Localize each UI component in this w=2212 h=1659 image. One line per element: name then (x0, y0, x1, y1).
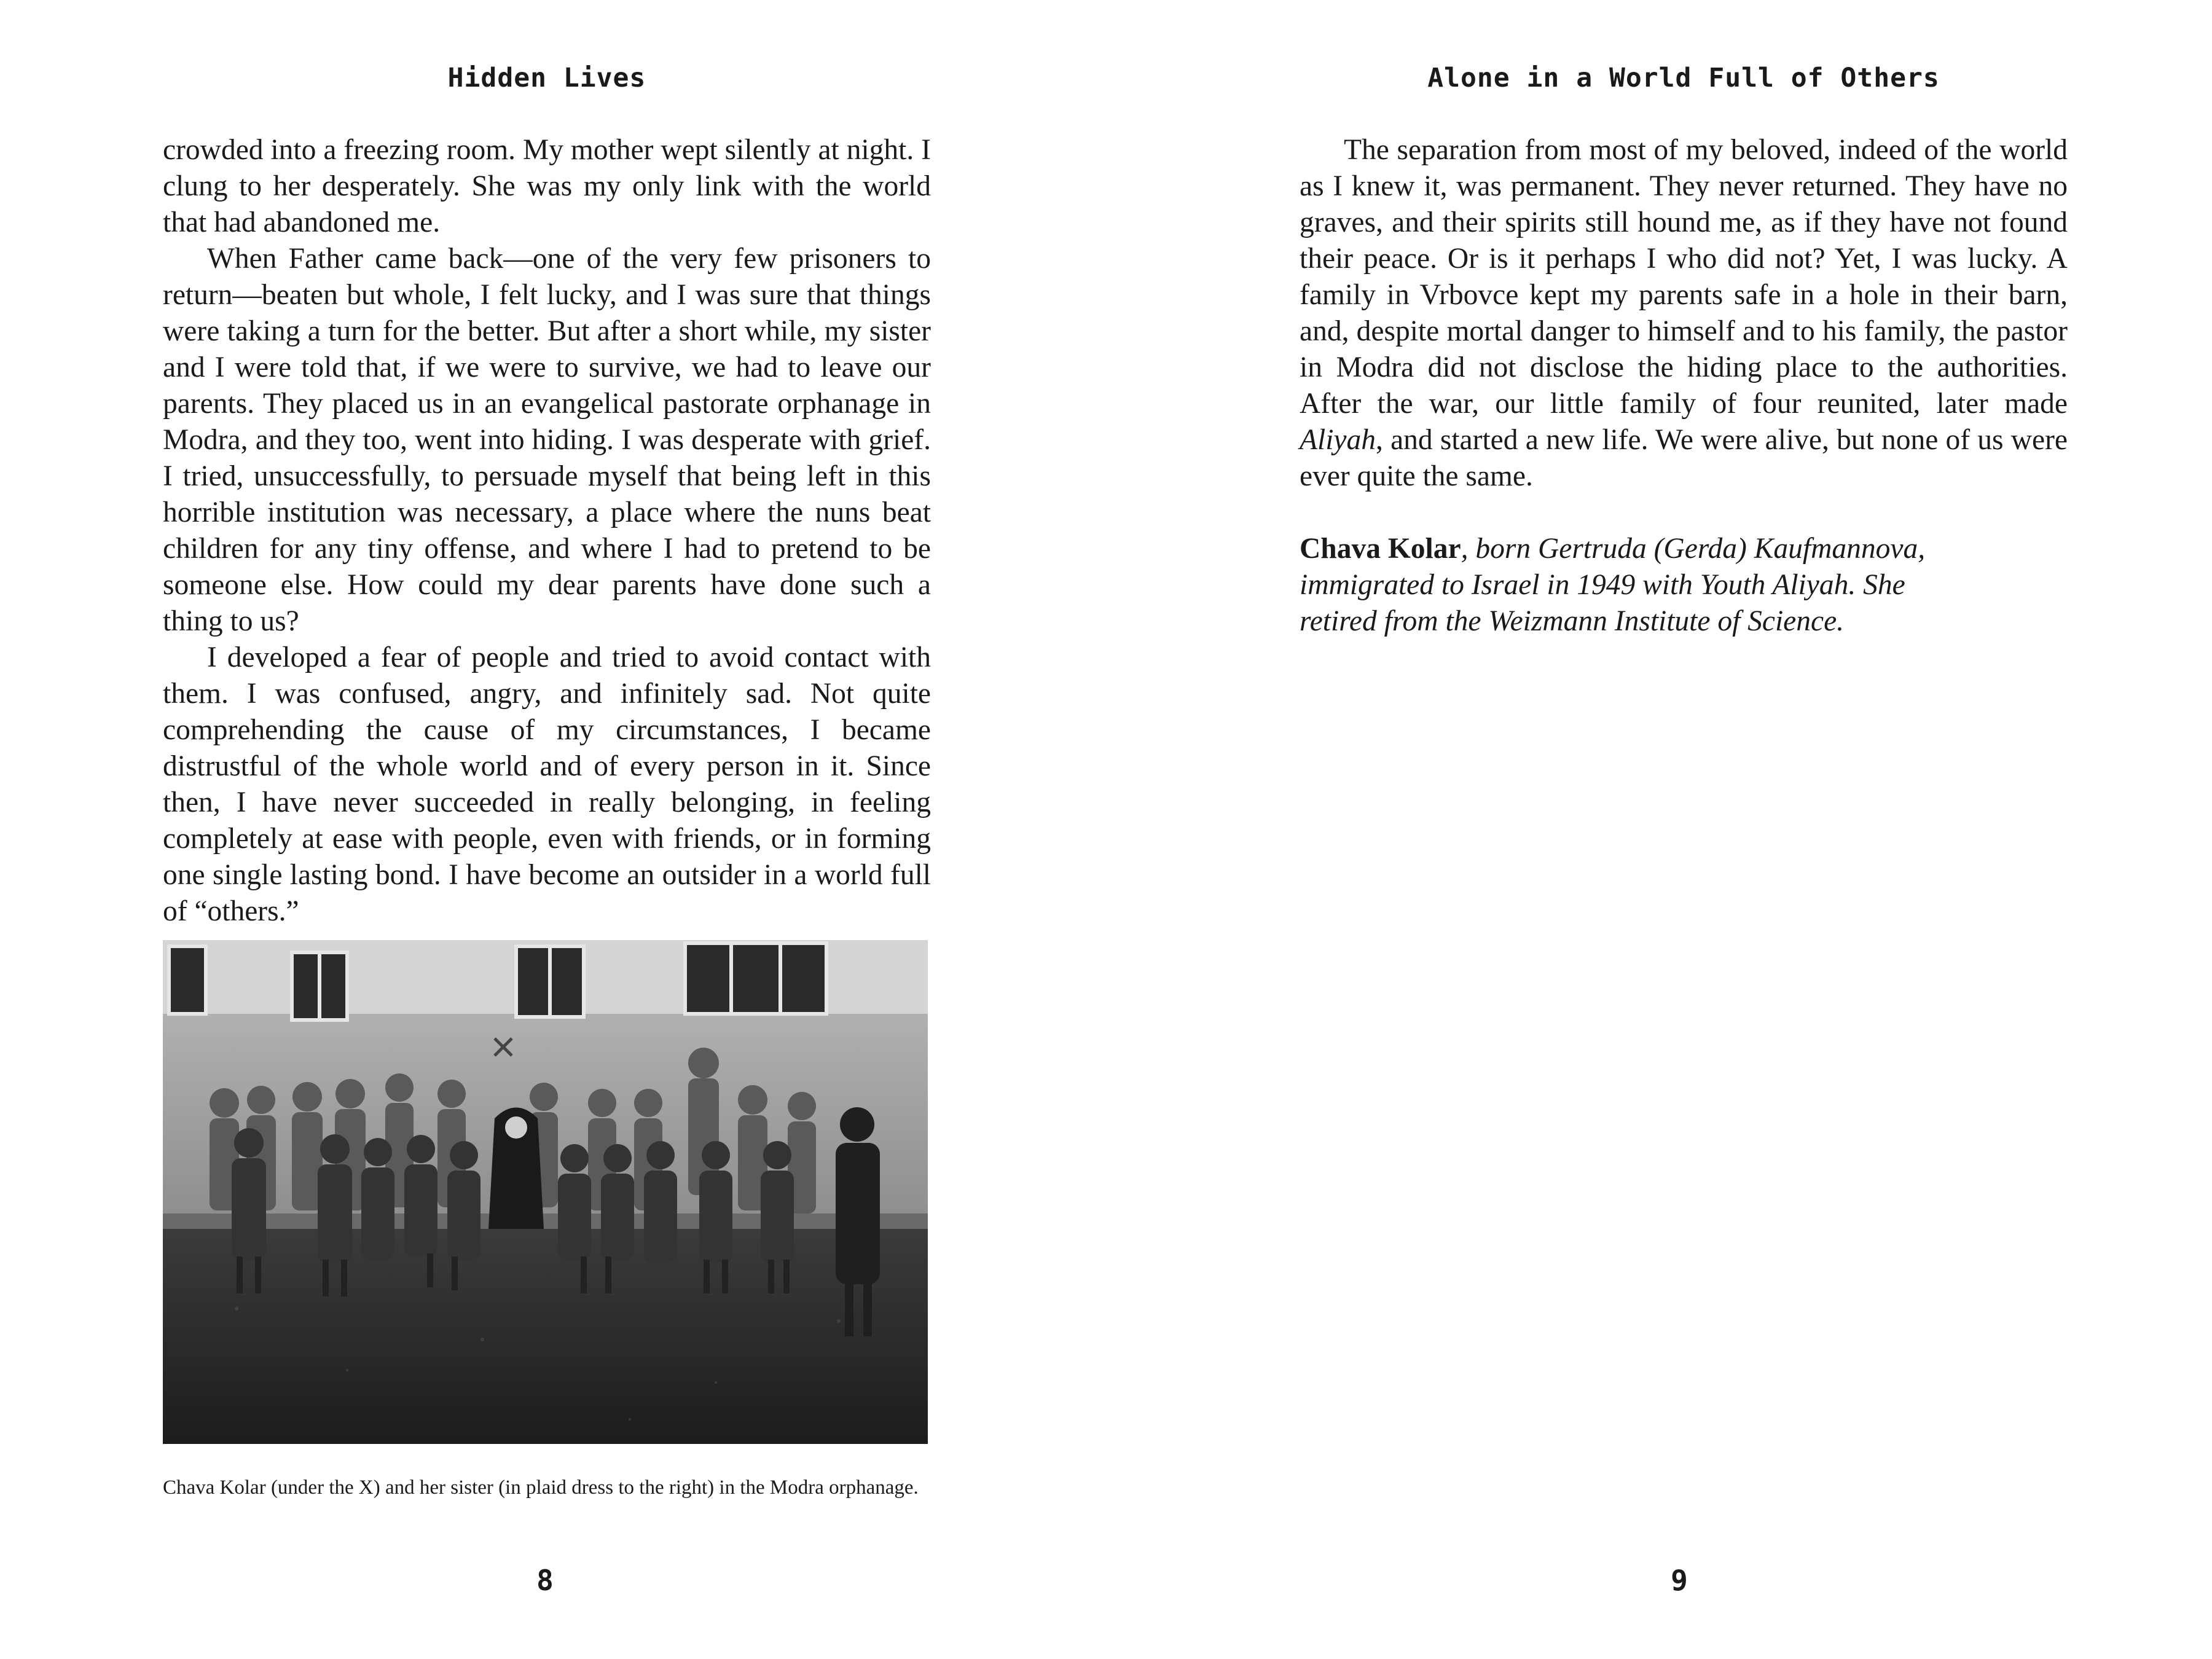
page-number-right: 9 (1671, 1564, 1688, 1597)
right-page-body (1300, 132, 2068, 640)
page-number-left: 8 (536, 1564, 554, 1597)
photo-caption: Chava Kolar (under the X) and her sister (in plaid dress to the right) in the Modra orphanage. (163, 1477, 919, 1499)
left-page-body (163, 132, 931, 930)
paragraph-separation-part1: The separation from most of my beloved, indeed of the world as I knew it, was permanent. They never returned. They have no graves, and their spirits still hound me, as if they have not found their peace. Or is it perhaps I who did not? Yet, I was lucky. A family in Vrbovce kept my parents safe in a hole in their barn, and, despite mortal danger to himself and to his family, the pastor in Modra did not disclose the hiding place to the authorities. After the war, our little family of four reunited, later made (1300, 134, 2068, 420)
paragraph-separation-part2: , and started a new life. We were alive, but none of us were ever quite the same. (1300, 424, 2068, 492)
aliyah-term: Aliyah (1300, 424, 1376, 456)
paragraph-separation (1300, 132, 2068, 495)
orphanage-photo (163, 940, 928, 1444)
paragraph-3: I developed a fear of people and tried to avoid contact with them. I was confused, angry, and infinitely sad. Not quite comprehending the cause of my circumstances, I became distrustful of the whole world and of every person in it. Since then, I have never succeeded in really belonging, in feeling completely at ease with people, even with friends, or in forming one single lasting bond. I have become an outsider in a world full of “others.” (163, 641, 931, 927)
author-bio (1300, 531, 1982, 640)
running-header-left: Hidden Lives (447, 63, 646, 93)
paragraph-1: crowded into a freezing room. My mother wept silently at night. I clung to her desperately. She was my only link with the world that had abandoned me. (163, 134, 931, 238)
author-name: Chava Kolar (1300, 533, 1461, 565)
paragraph-2: When Father came back—one of the very few prisoners to return—beaten but whole, I felt lucky, and I was sure that things were taking a turn for the better. But after a short while, my sister and I were told that, if we were to survive, we had to leave our parents. They placed us in an evangelical pastorate orphanage in Modra, and they too, went into hiding. I was desperate with grief. I tried, unsuccessfully, to persuade myself that being left in this horrible institution was necessary, a place where the nuns beat children for any tiny offense, and where I had to pretend to be someone else. How could my dear parents have done such a thing to us? (163, 243, 931, 637)
author-description: , born Gertruda (Gerda) Kaufmannova, immigrated to Israel in 1949 with Youth Aliyah. She retired from the Weizmann Institute of Science. (1300, 533, 1926, 637)
running-header-right: Alone in a World Full of Others (1427, 63, 1940, 93)
